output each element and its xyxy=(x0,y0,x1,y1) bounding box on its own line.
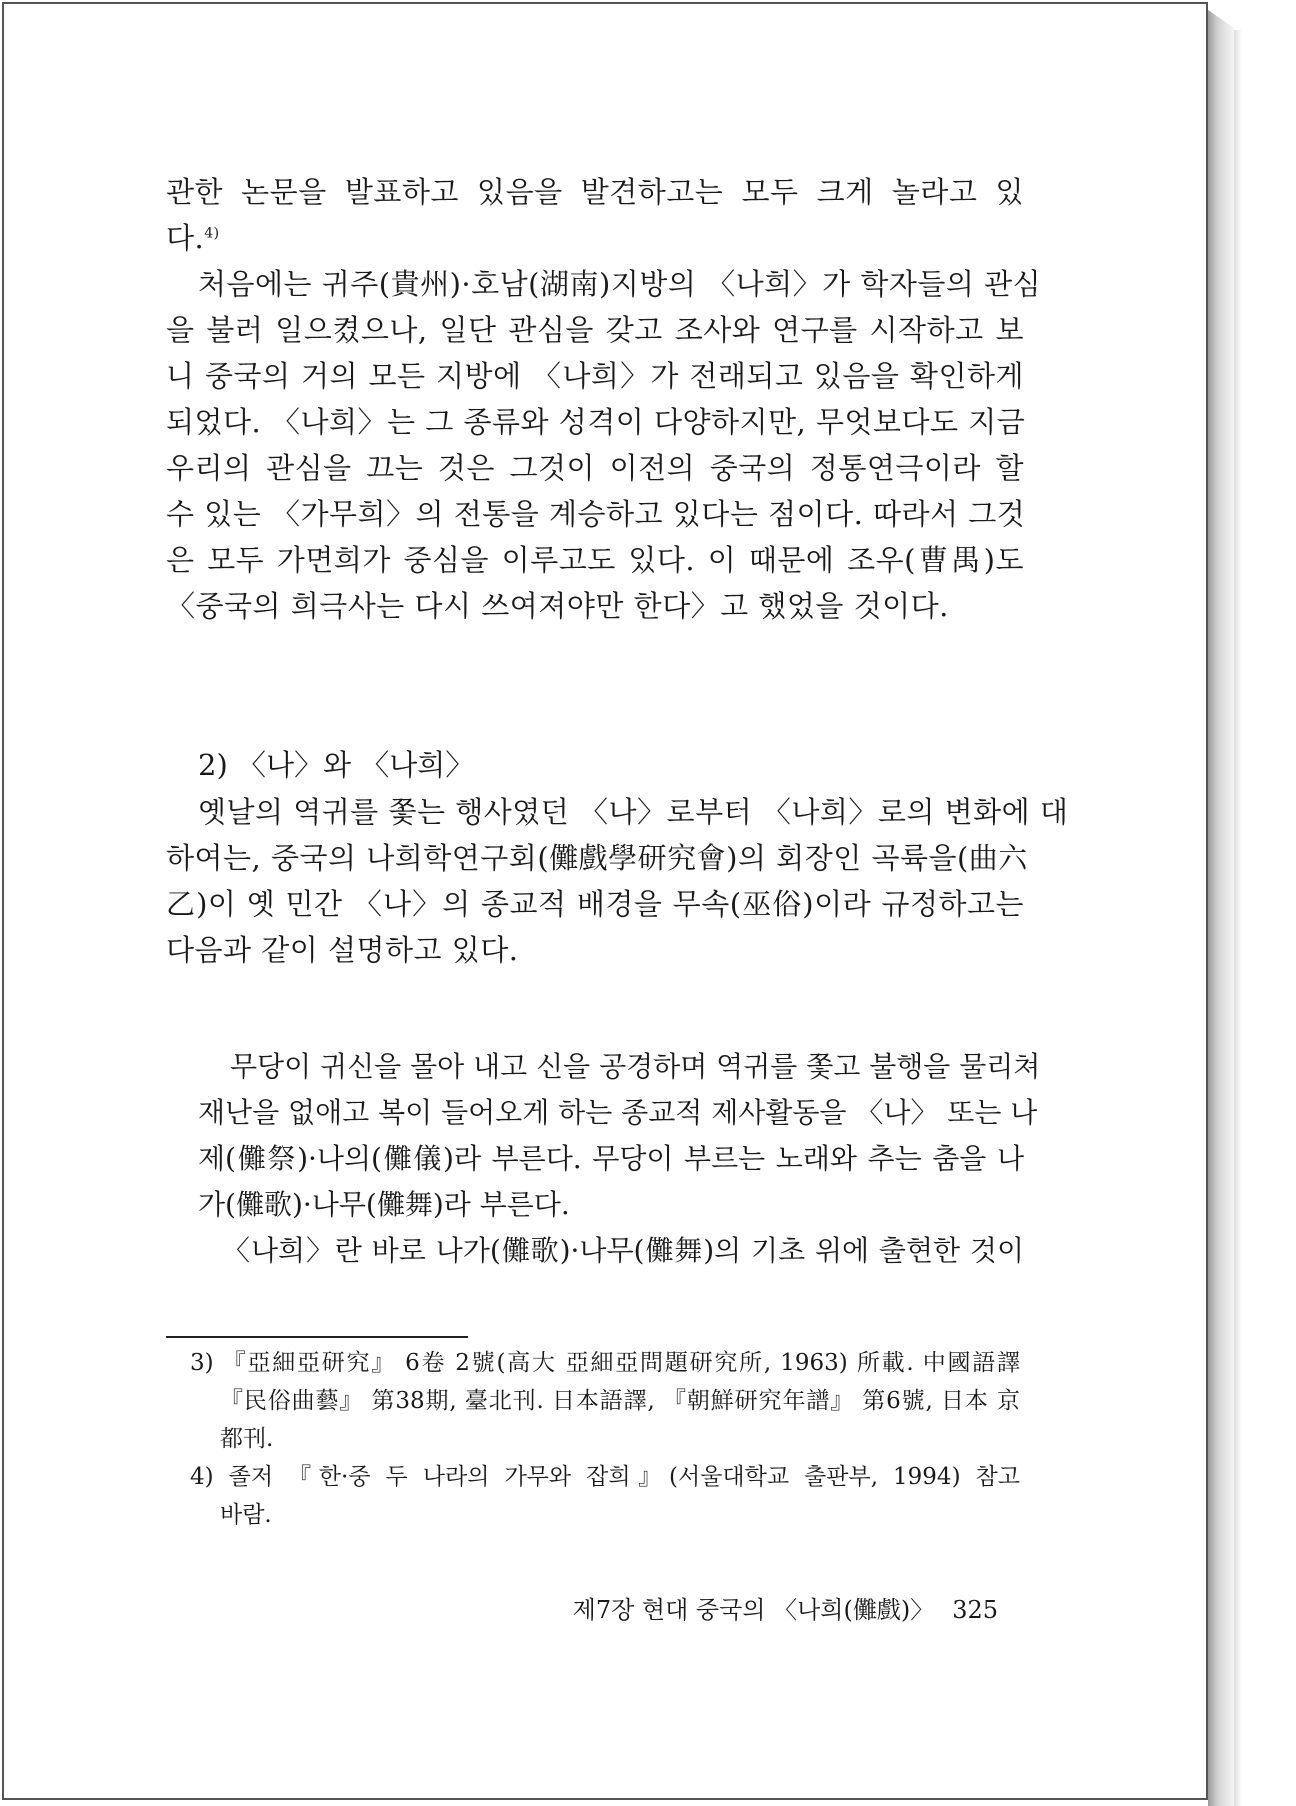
page-edge xyxy=(1208,10,1234,1806)
body-line: 니 중국의 거의 모든 지방에 〈나희〉가 전래되고 있음을 확인하게 xyxy=(166,359,1024,393)
running-footer xyxy=(508,1590,998,1630)
body-line: 〈중국의 희극사는 다시 쓰여져야만 한다〉고 했었을 것이다. xyxy=(166,589,949,623)
body-line: 관한 논문을 발표하고 있음을 발견하고는 모두 크게 놀라고 있 xyxy=(166,175,1024,209)
footnote-ref-4: 4) xyxy=(204,225,220,242)
body-line: 은 모두 가면희가 중심을 이루고도 있다. 이 때문에 조우(曹禺)도 xyxy=(166,543,1024,577)
body-line: 처음에는 귀주(貴州)·호남(湖南)지방의 〈나희〉가 학자들의 관심 xyxy=(198,267,1042,301)
quote-line: 가(儺歌)·나무(儺舞)라 부른다. xyxy=(198,1188,570,1221)
footnote-line: 4) 졸저 『한·중 두 나라의 가무와 잡희』(서울대학교 출판부, 1994) 참고 xyxy=(190,1464,1020,1490)
body-line-text: 다. xyxy=(166,221,205,255)
body-line: 을 불러 일으켰으나, 일단 관심을 갖고 조사와 연구를 시작하고 보 xyxy=(166,313,1024,347)
body-line xyxy=(166,216,1024,260)
body-line: 되었다. 〈나희〉는 그 종류와 성격이 다양하지만, 무엇보다도 지금 xyxy=(166,405,1026,439)
body-line: 하여는, 중국의 나희학연구회(儺戲學研究會)의 회장인 곡륙을(曲六 xyxy=(166,841,1028,875)
quote-line: 〈나희〉란 바로 나가(儺歌)·나무(儺舞)의 기초 위에 출현한 것이 xyxy=(222,1234,1024,1267)
quote-line: 무당이 귀신을 몰아 내고 신을 공경하며 역귀를 쫓고 불행을 물리쳐 xyxy=(230,1050,1041,1083)
page-number: 325 xyxy=(952,1596,998,1624)
body-line: 다음과 같이 설명하고 있다. xyxy=(166,933,519,967)
footnote-divider xyxy=(166,1336,468,1338)
footnote-line: 都刊. xyxy=(220,1426,274,1452)
chapter-title: 제7장 현대 중국의 〈나희(儺戲)〉 xyxy=(572,1596,935,1624)
body-line: 乙)이 옛 민간 〈나〉의 종교적 배경을 무속(巫俗)이라 규정하고는 xyxy=(166,887,1024,921)
section-heading: 2) 〈나〉와 〈나희〉 xyxy=(198,748,475,782)
footnote-line: 『民俗曲藝』 第38期, 臺北刊. 日本語譯, 『朝鮮研究年譜』 第6號, 日本 京 xyxy=(220,1388,1020,1414)
body-line: 수 있는 〈가무희〉의 전통을 계승하고 있다는 점이다. 따라서 그것 xyxy=(166,497,1026,531)
footnote-line: 3) 『亞細亞研究』 6卷 2號(高大 亞細亞問題研究所, 1963) 所載. 中國語譯 xyxy=(190,1350,1020,1376)
quote-line: 재난을 없애고 복이 들어오게 하는 종교적 제사활동을 〈나〉 또는 나 xyxy=(198,1096,1038,1129)
body-line: 옛날의 역귀를 쫓는 행사였던 〈나〉로부터 〈나희〉로의 변화에 대 xyxy=(198,795,1069,829)
body-line: 우리의 관심을 끄는 것은 그것이 이전의 중국의 정통연극이라 할 xyxy=(166,451,1024,485)
footnote-line: 바람. xyxy=(220,1502,272,1528)
quote-line: 제(儺祭)·나의(儺儀)라 부른다. 무당이 부르는 노래와 추는 춤을 나 xyxy=(198,1142,1024,1175)
page-shadow xyxy=(1234,30,1242,1806)
